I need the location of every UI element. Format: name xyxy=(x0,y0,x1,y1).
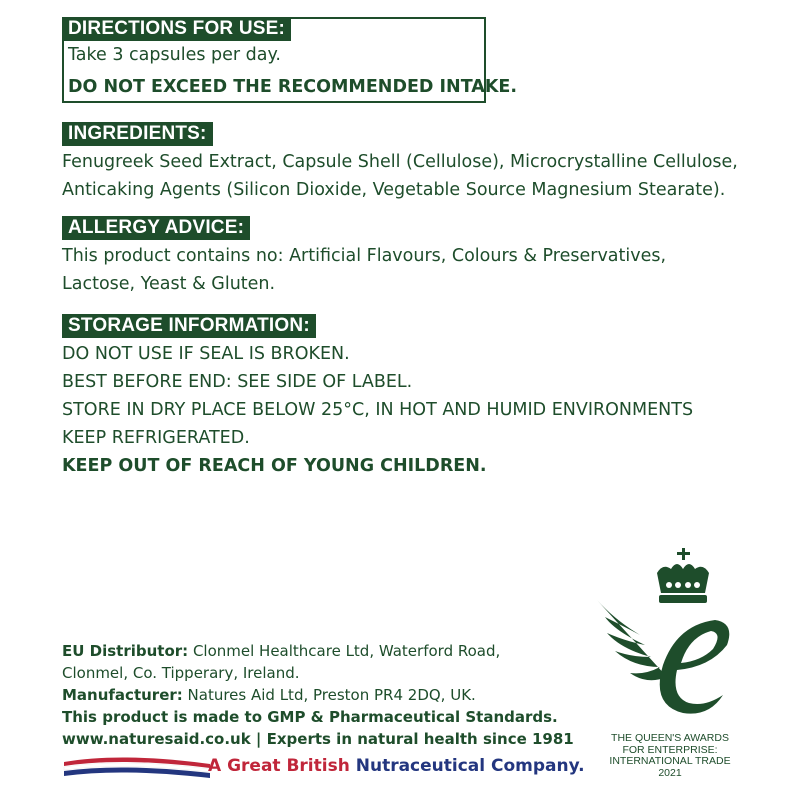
storage-heading: STORAGE INFORMATION: xyxy=(62,314,316,338)
eu-distributor-text: Clonmel Healthcare Ltd, Waterford Road, xyxy=(188,642,501,660)
queens-award-emblem xyxy=(585,545,755,780)
allergy-heading: ALLERGY ADVICE: xyxy=(62,216,250,240)
storage-line-5: KEEP OUT OF REACH OF YOUNG CHILDREN. xyxy=(62,456,487,476)
eu-distributor-address: Clonmel, Co. Tipperary, Ireland. xyxy=(62,664,300,682)
directions-line-2: DO NOT EXCEED THE RECOMMENDED INTAKE. xyxy=(68,77,517,97)
storage-line-2: BEST BEFORE END: SEE SIDE OF LABEL. xyxy=(62,372,413,392)
manufacturer-text: Natures Aid Ltd, Preston PR4 2DQ, UK. xyxy=(182,686,476,704)
directions-line-1: Take 3 capsules per day. xyxy=(68,45,281,65)
directions-heading: DIRECTIONS FOR USE: xyxy=(62,17,291,41)
award-caption xyxy=(585,733,755,779)
award-line-3: INTERNATIONAL TRADE xyxy=(609,755,731,767)
eu-distributor-label: EU Distributor: xyxy=(62,642,189,660)
manufacturer-label: Manufacturer: xyxy=(62,686,183,704)
allergy-line-1: This product contains no: Artificial Flavours, Colours & Preservatives, xyxy=(62,246,667,266)
ingredients-line-1: Fenugreek Seed Extract, Capsule Shell (Cellulose), Microcrystalline Cellulose, xyxy=(62,152,738,172)
award-line-2: FOR ENTERPRISE: xyxy=(622,743,718,756)
british-tagline xyxy=(62,752,585,782)
tagline xyxy=(208,756,585,776)
ingredients-heading: INGREDIENTS: xyxy=(62,122,213,146)
directions-box xyxy=(62,17,517,103)
flag-swoosh-icon xyxy=(62,752,212,782)
website-line: www.naturesaid.co.uk | Experts in natural health since 1981 xyxy=(62,730,574,748)
award-line-1: THE QUEEN'S AWARDS xyxy=(611,732,729,744)
ingredients-line-2: Anticaking Agents (Silicon Dioxide, Vegetable Source Magnesium Stearate). xyxy=(62,180,726,200)
tagline-part-b: Nutraceutical Company. xyxy=(355,756,585,776)
manufacturer xyxy=(62,684,476,706)
storage-line-3: STORE IN DRY PLACE BELOW 25°C, IN HOT AND HUMID ENVIRONMENTS xyxy=(62,400,694,420)
storage-line-4: KEEP REFRIGERATED. xyxy=(62,428,250,448)
gmp-statement: This product is made to GMP & Pharmaceutical Standards. xyxy=(62,708,558,726)
allergy-line-2: Lactose, Yeast & Gluten. xyxy=(62,274,276,294)
queens-award-logo-icon xyxy=(585,545,755,735)
award-line-4: 2021 xyxy=(658,766,682,779)
tagline-part-a: A Great British xyxy=(208,756,356,776)
eu-distributor xyxy=(62,640,500,662)
storage-line-1: DO NOT USE IF SEAL IS BROKEN. xyxy=(62,344,350,364)
